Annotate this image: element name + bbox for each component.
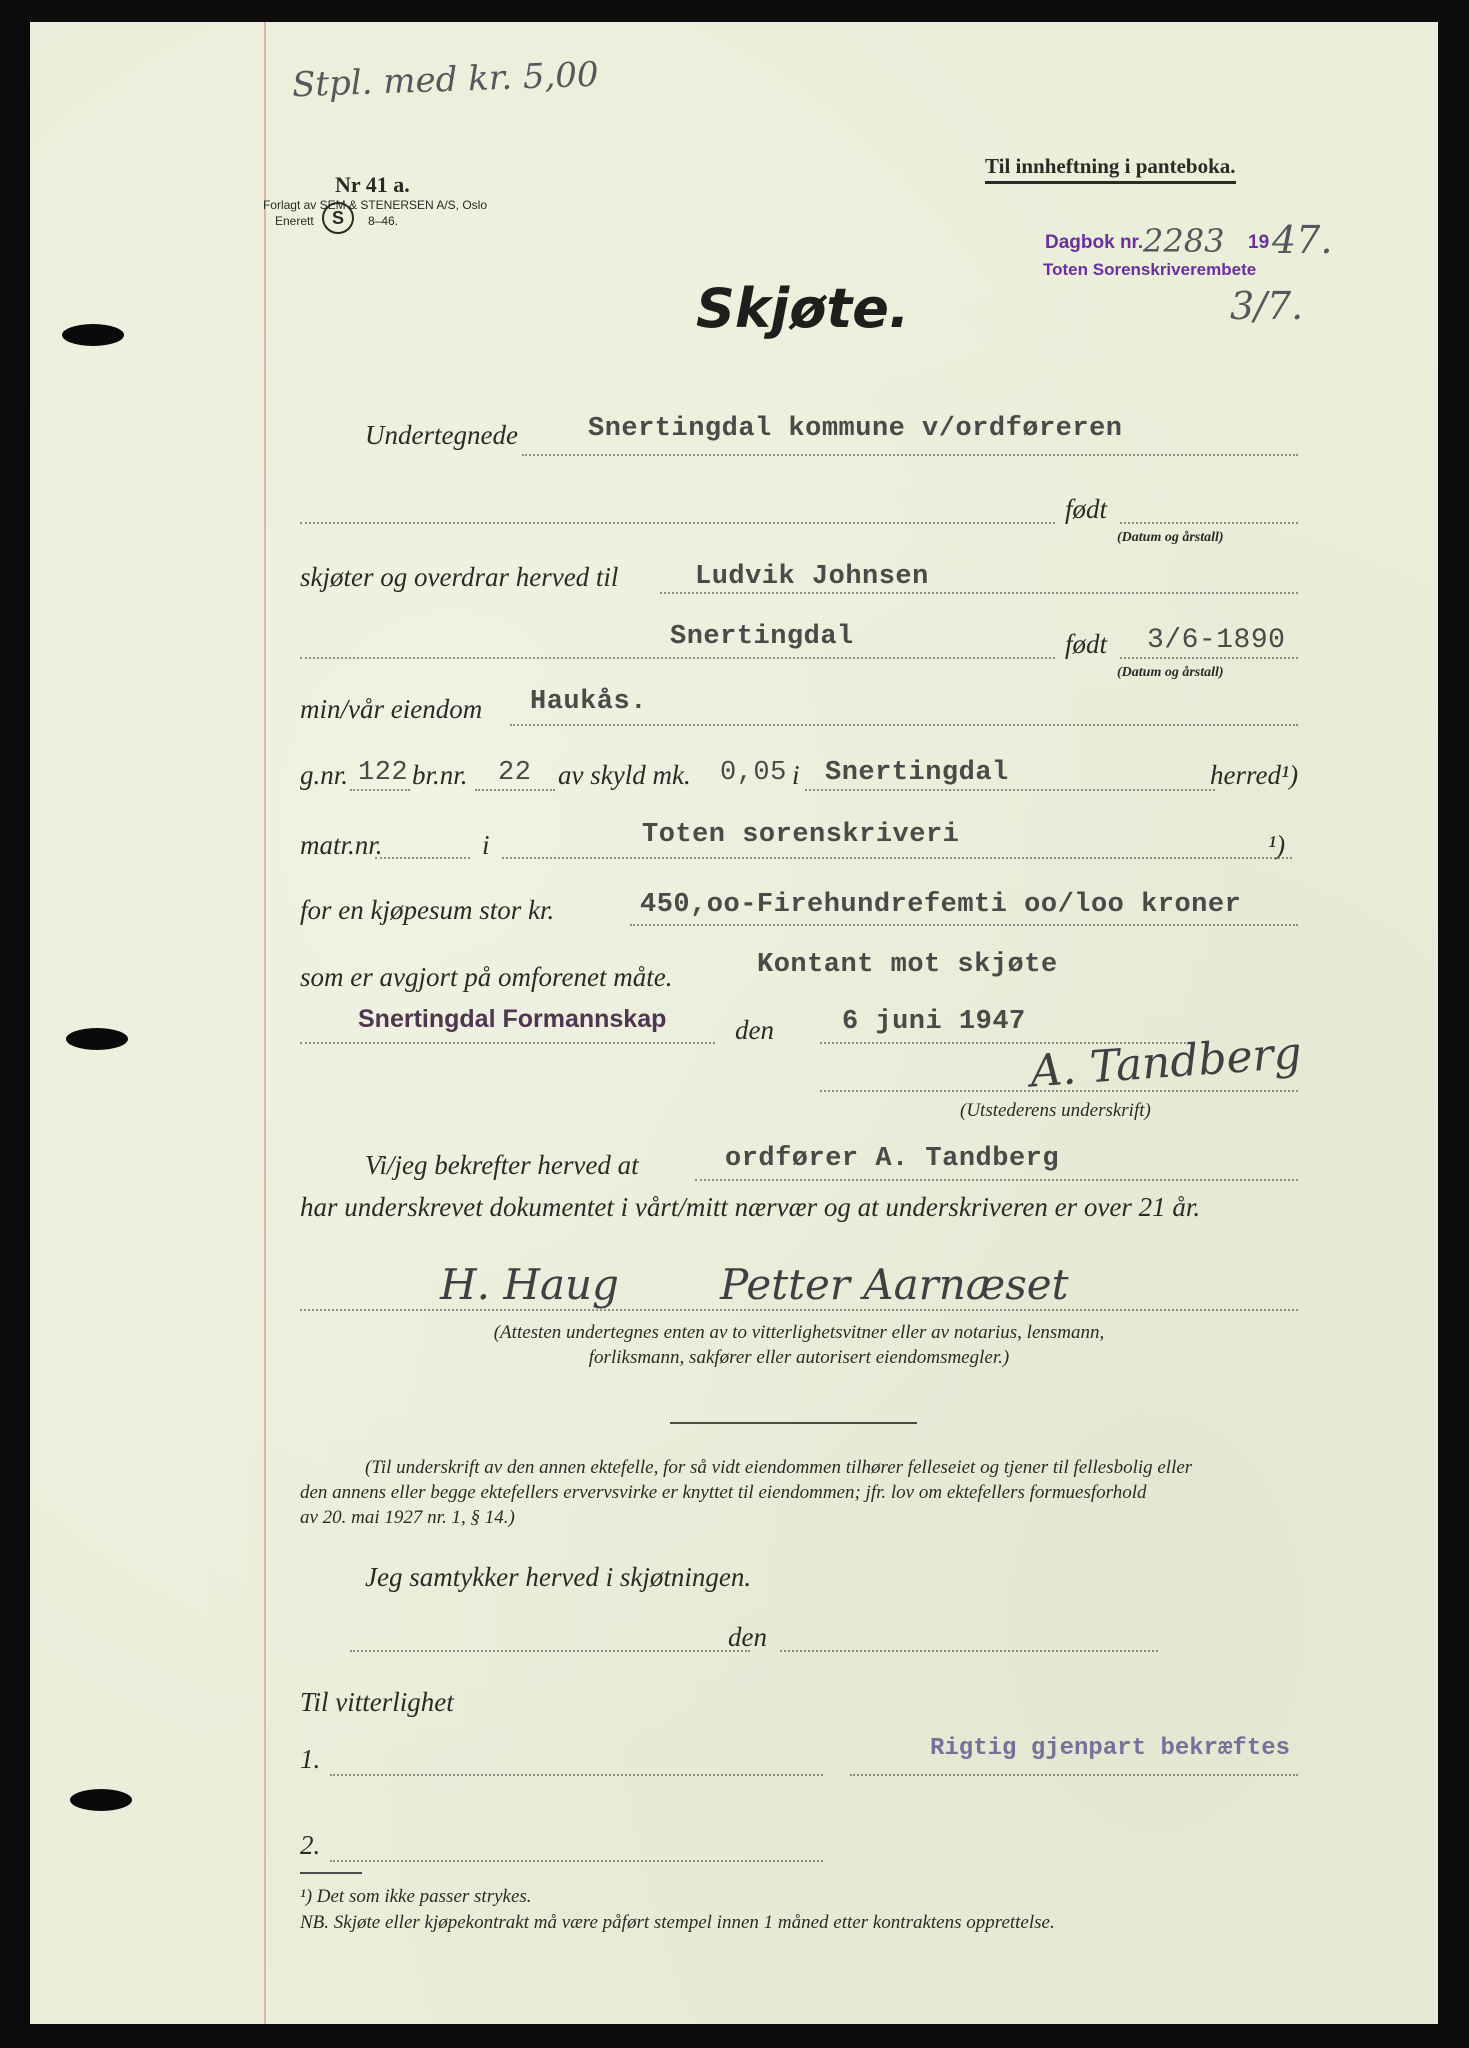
sorenskriver-stamp: Toten Sorenskriverembete bbox=[1043, 260, 1257, 279]
brnr-line bbox=[475, 789, 555, 791]
buyer-born: 3/6-1890 bbox=[1147, 625, 1286, 656]
consent-signature-line bbox=[350, 1650, 750, 1652]
brnr-value: 22 bbox=[498, 758, 532, 788]
confirm-value: ordfører A. Tandberg bbox=[725, 1144, 1060, 1174]
kjopesum-line bbox=[630, 924, 1298, 926]
fodt-label-2: født bbox=[1065, 629, 1108, 659]
matr-place-line bbox=[502, 857, 1292, 859]
matrnr-line bbox=[375, 857, 470, 859]
gnr-label: g.nr. bbox=[300, 760, 349, 790]
punch-hole-bottom bbox=[70, 1789, 132, 1811]
place-line bbox=[300, 1042, 715, 1044]
kjopesum-label: for en kjøpesum stor kr. bbox=[300, 895, 555, 925]
datum-caption-2: (Datum og årstall) bbox=[1117, 665, 1224, 680]
buyer-name: Ludvik Johnsen bbox=[695, 562, 929, 592]
dagbok-number: 2283 bbox=[1143, 222, 1225, 260]
herred-i-label: i bbox=[792, 760, 800, 790]
fodt-line-1 bbox=[1120, 522, 1298, 524]
skyld-label: av skyld mk. bbox=[558, 760, 691, 790]
vitterlighet-label: Til vitterlighet bbox=[300, 1687, 454, 1717]
matr-place: Toten sorenskriveri bbox=[642, 820, 960, 850]
datum-caption-1: (Datum og årstall) bbox=[1117, 530, 1224, 545]
consent-date-line bbox=[780, 1650, 1158, 1652]
herred-line bbox=[805, 789, 1215, 791]
spouse-note-line-1: (Til underskrift av den annen ektefelle, for så vidt eiendommen tilhører felleseiet og tjener til fellesbolig eller bbox=[365, 1457, 1193, 1478]
dagbok-stamp-label: Dagbok nr. bbox=[1045, 232, 1144, 253]
spouse-note-line-3: av 20. mai 1927 nr. 1, § 14.) bbox=[300, 1507, 515, 1528]
consent-den-label: den bbox=[728, 1622, 767, 1652]
spouse-note-line-2: den annens eller begge ektefellers ervervsvirke er knyttet til eiendommen; jfr. lov om ektefellers formuesforhold bbox=[300, 1482, 1147, 1503]
brnr-label: br.nr. bbox=[412, 760, 468, 790]
eiendom-value: Haukås. bbox=[530, 687, 647, 717]
confirm-label: Vi/jeg bekrefter herved at bbox=[365, 1150, 639, 1180]
stamp-handwritten-date: 3/7. bbox=[1230, 284, 1304, 328]
footnote-nb: NB. Skjøte eller kjøpekontrakt må være påført stempel innen 1 måned etter kontraktens opprettelse. bbox=[300, 1912, 1055, 1933]
form-number: Nr 41 a. bbox=[335, 172, 410, 197]
witness-signature-1: H. Haug bbox=[440, 1260, 619, 1309]
copy-stamp: Rigtig gjenpart bekræftes bbox=[930, 1735, 1291, 1762]
skyld-value: 0,05 bbox=[720, 758, 787, 788]
buyer-line bbox=[660, 592, 1298, 594]
skjoter-label: skjøter og overdrar herved til bbox=[300, 562, 619, 592]
witness-signature-line bbox=[300, 1309, 1298, 1311]
scanner-border-top bbox=[0, 0, 1469, 22]
avgjort-value: Kontant mot skjøte bbox=[757, 950, 1058, 980]
fodt-line-2 bbox=[1120, 657, 1298, 659]
publisher-date: 8–46. bbox=[368, 214, 399, 228]
signature-line bbox=[820, 1090, 1298, 1092]
kjopesum-value: 450,oo-Firehundrefemti oo/loo kroner bbox=[640, 890, 1242, 920]
gnr-line bbox=[350, 789, 410, 791]
buyer-place-line bbox=[300, 657, 1055, 659]
handwritten-stamp-fee-note: Stpl. med kr. 5,00 bbox=[291, 54, 600, 106]
eiendom-label: min/vår eiendom bbox=[300, 694, 483, 724]
footnote-1: ¹) Det som ikke passer strykes. bbox=[300, 1886, 532, 1907]
section-divider bbox=[670, 1422, 917, 1424]
witness-2-line bbox=[330, 1860, 823, 1862]
copy-stamp-line bbox=[850, 1774, 1298, 1776]
issuer-signature: A. Tandberg bbox=[1028, 1027, 1304, 1098]
confirm-text: har underskrevet dokumentet i vårt/mitt nærvær og at underskriveren er over 21 år. bbox=[300, 1192, 1201, 1222]
witness-2-label: 2. bbox=[300, 1830, 321, 1860]
issuer-caption: (Utstederens underskrift) bbox=[960, 1100, 1151, 1121]
undertegnede-label: Undertegnede bbox=[365, 420, 518, 450]
publisher-logo-icon: S bbox=[322, 202, 354, 234]
seller-line-blank bbox=[300, 522, 1055, 524]
gnr-value: 122 bbox=[358, 758, 409, 788]
eiendom-line bbox=[510, 724, 1298, 726]
punch-hole-middle bbox=[66, 1028, 128, 1050]
document-title: Skjøte. bbox=[696, 277, 910, 340]
publisher-line-1: Forlagt av SEM & STENERSEN A/S, Oslo bbox=[262, 198, 488, 212]
margin-rule bbox=[264, 22, 266, 2024]
witness-1-line bbox=[330, 1774, 823, 1776]
buyer-place: Snertingdal bbox=[670, 622, 854, 652]
header-panteboka: Til innheftning i panteboka. bbox=[985, 154, 1236, 184]
herred-label: herred¹) bbox=[1210, 760, 1299, 790]
dagbok-year-prefix: 19 bbox=[1248, 232, 1270, 253]
consent-text: Jeg samtykker herved i skjøtningen. bbox=[365, 1562, 752, 1592]
attest-note-line-2: forliksmann, sakfører eller autorisert eiendomsmegler.) bbox=[588, 1347, 1010, 1368]
witness-signature-2: Petter Aarnæset bbox=[720, 1260, 1069, 1309]
dagbok-year-suffix: 47. bbox=[1272, 218, 1333, 262]
matrnr-label: matr.nr. bbox=[300, 830, 383, 860]
den-label: den bbox=[735, 1015, 774, 1045]
document-page bbox=[30, 22, 1438, 2024]
matr-suffix: ¹) bbox=[1268, 830, 1286, 860]
footnote-rule bbox=[300, 1872, 362, 1874]
avgjort-label: som er avgjort på omforenet måte. bbox=[300, 962, 673, 992]
herred-value: Snertingdal bbox=[825, 758, 1009, 788]
attest-note-line-1: (Attesten undertegnes enten av to vitterlighetsvitner eller av notarius, lensmann, bbox=[493, 1322, 1105, 1343]
date-value: 6 juni 1947 bbox=[842, 1007, 1026, 1037]
publisher-enerett: Enerett bbox=[275, 214, 314, 228]
matr-i-label: i bbox=[482, 830, 490, 860]
fodt-label-1: født bbox=[1065, 494, 1108, 524]
witness-1-label: 1. bbox=[300, 1744, 321, 1774]
undertegnede-value: Snertingdal kommune v/ordføreren bbox=[588, 414, 1123, 444]
place-stamp: Snertingdal Formannskap bbox=[358, 1005, 667, 1033]
undertegnede-line bbox=[522, 454, 1298, 456]
confirm-line bbox=[695, 1179, 1298, 1181]
punch-hole-top bbox=[62, 324, 124, 346]
